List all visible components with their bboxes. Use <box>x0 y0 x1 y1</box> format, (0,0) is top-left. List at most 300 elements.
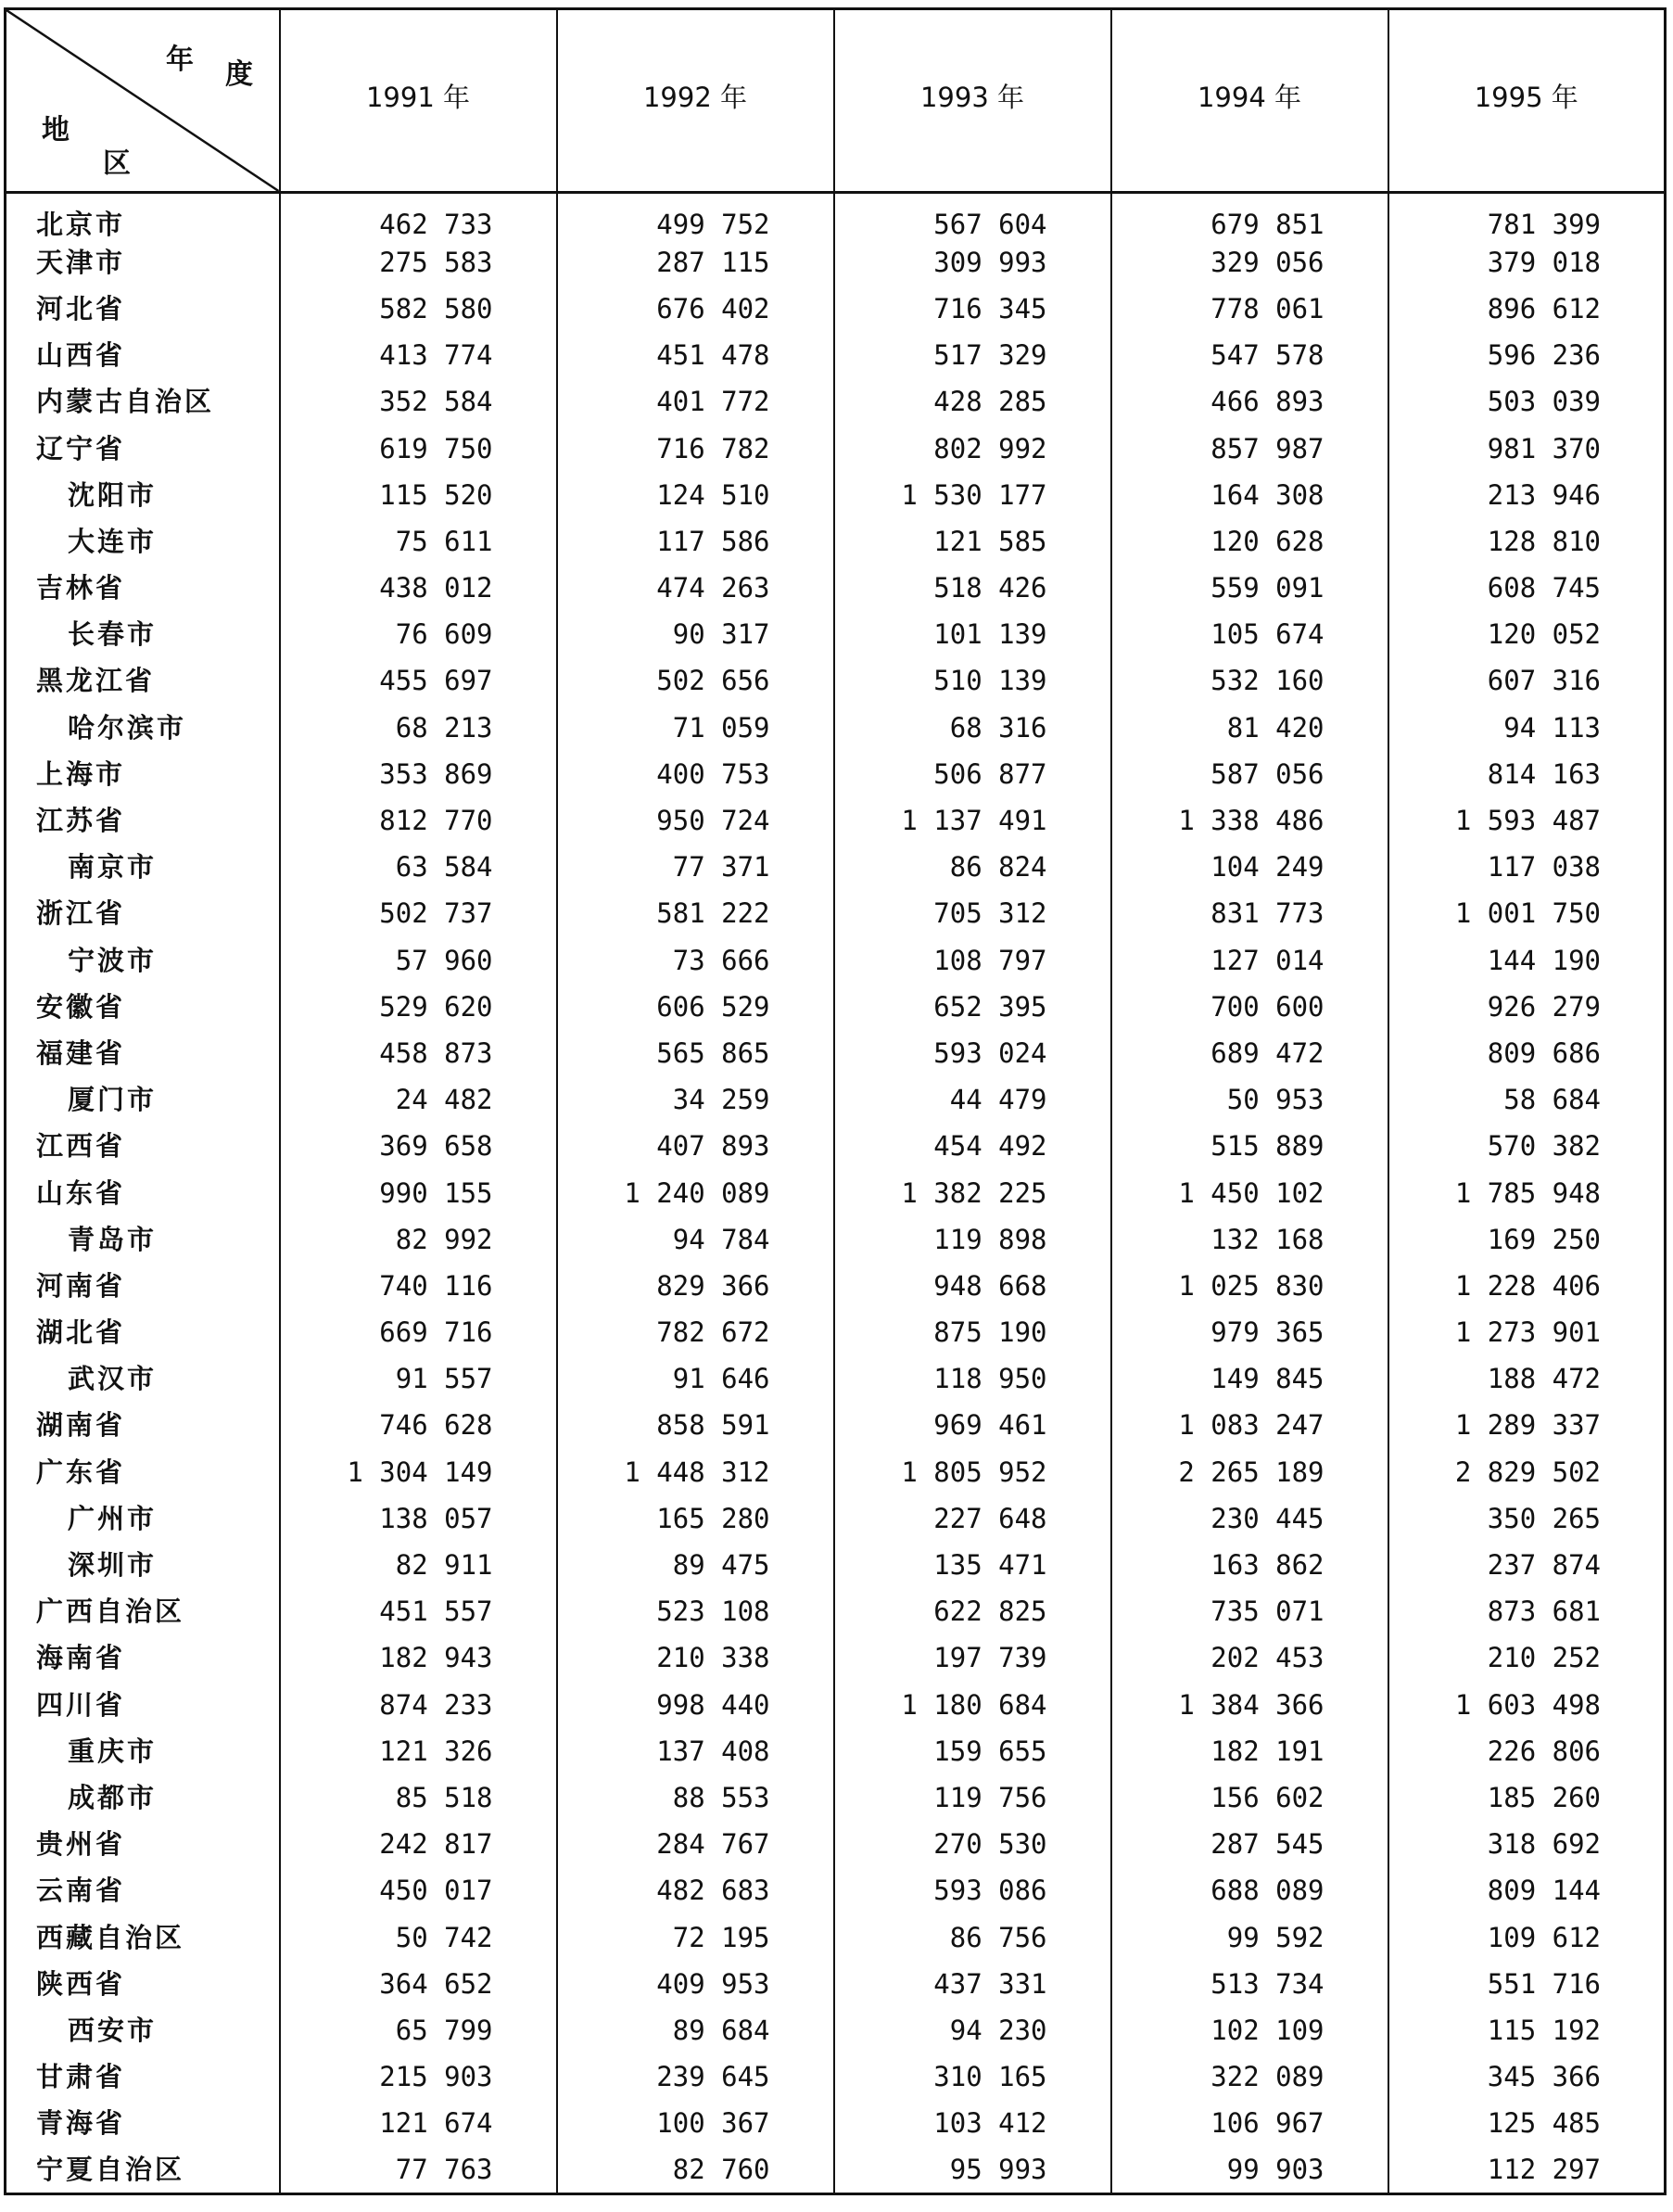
value-cell: 72 195 <box>557 1913 834 1960</box>
region-name-cell: 云南省 <box>6 1867 280 1913</box>
table-row <box>6 1495 1666 1542</box>
table-row <box>6 1728 1666 1774</box>
value-cell: 159 655 <box>834 1728 1111 1774</box>
value-cell: 128 810 <box>1487 525 1601 557</box>
value-cell: 115 520 <box>280 472 557 518</box>
value-cell: 582 580 <box>280 286 557 332</box>
value-cell: 227 648 <box>834 1495 1111 1542</box>
region-name-cell: 贵州省 <box>6 1821 280 1867</box>
value-cell: 352 584 <box>280 378 557 425</box>
table-row <box>6 2007 1666 2053</box>
value-cell: 144 190 <box>1487 944 1601 976</box>
value-cell: 570 382 <box>1487 1130 1601 1163</box>
value-cell: 117 586 <box>557 518 834 565</box>
table-row <box>6 286 1666 332</box>
value-cell: 466 893 <box>1111 378 1388 425</box>
value-cell: 1 180 684 <box>834 1682 1111 1728</box>
value-cell: 1 382 225 <box>834 1169 1111 1215</box>
year-header-1991: 1991 年 <box>280 9 557 193</box>
value-cell: 517 329 <box>834 332 1111 378</box>
value-cell: 809 144 <box>1487 1875 1601 1907</box>
value-cell: 104 249 <box>1111 844 1388 890</box>
table-row <box>6 1123 1666 1169</box>
table-row <box>6 611 1666 657</box>
value-cell: 400 753 <box>557 751 834 797</box>
region-name-cell: 深圳市 <box>6 1542 280 1588</box>
value-cell: 499 752 <box>557 193 834 239</box>
region-name-cell: 南京市 <box>6 844 280 890</box>
value-cell: 99 903 <box>1111 2146 1388 2194</box>
table-row <box>6 1821 1666 1867</box>
value-cell: 510 139 <box>834 657 1111 704</box>
region-name-cell: 陕西省 <box>6 1961 280 2007</box>
value-cell: 1 785 948 <box>1454 1176 1601 1209</box>
value-cell: 95 993 <box>834 2146 1111 2194</box>
value-cell: 428 285 <box>834 378 1111 425</box>
value-cell: 676 402 <box>557 286 834 332</box>
value-cell: 322 089 <box>1111 2053 1388 2100</box>
region-name-cell: 江西省 <box>6 1123 280 1169</box>
value-cell: 1 448 312 <box>557 1449 834 1495</box>
value-cell: 1 304 149 <box>280 1449 557 1495</box>
value-cell: 149 845 <box>1111 1355 1388 1402</box>
value-cell: 119 756 <box>834 1774 1111 1821</box>
value-cell: 76 609 <box>280 611 557 657</box>
value-cell: 210 338 <box>557 1634 834 1681</box>
value-cell: 689 472 <box>1111 1030 1388 1076</box>
value-cell: 138 057 <box>280 1495 557 1542</box>
value-cell: 950 724 <box>557 797 834 844</box>
value-cell: 135 471 <box>834 1542 1111 1588</box>
value-cell: 82 992 <box>280 1216 557 1263</box>
value-cell: 182 943 <box>280 1634 557 1681</box>
value-cell: 518 426 <box>834 565 1111 611</box>
table-row <box>6 425 1666 471</box>
value-cell: 1 240 089 <box>557 1169 834 1215</box>
value-cell: 89 684 <box>557 2007 834 2053</box>
table-row <box>6 1542 1666 1588</box>
value-cell: 1 137 491 <box>834 797 1111 844</box>
value-cell: 809 686 <box>1487 1036 1601 1069</box>
value-cell: 275 583 <box>280 239 557 286</box>
value-cell: 716 345 <box>834 286 1111 332</box>
value-cell: 513 734 <box>1111 1961 1388 2007</box>
region-name-cell: 浙江省 <box>6 890 280 936</box>
value-cell: 120 628 <box>1111 518 1388 565</box>
value-cell: 284 767 <box>557 1821 834 1867</box>
value-cell: 119 898 <box>834 1216 1111 1263</box>
value-cell: 34 259 <box>557 1076 834 1123</box>
value-cell: 688 089 <box>1111 1867 1388 1913</box>
value-cell: 705 312 <box>834 890 1111 936</box>
value-cell: 118 950 <box>834 1355 1111 1402</box>
region-name-cell: 山西省 <box>6 332 280 378</box>
value-cell: 108 797 <box>834 937 1111 984</box>
value-cell: 547 578 <box>1111 332 1388 378</box>
value-cell: 202 453 <box>1111 1634 1388 1681</box>
value-cell: 1 338 486 <box>1111 797 1388 844</box>
value-cell: 239 645 <box>557 2053 834 2100</box>
value-cell: 565 865 <box>557 1030 834 1076</box>
value-cell: 210 252 <box>1487 1642 1601 1674</box>
table-row <box>6 890 1666 936</box>
region-name-cell: 福建省 <box>6 1030 280 1076</box>
table-row <box>6 1355 1666 1402</box>
value-cell: 125 485 <box>1487 2107 1601 2140</box>
value-cell: 778 061 <box>1111 286 1388 332</box>
value-cell: 350 265 <box>1487 1502 1601 1534</box>
value-cell: 593 086 <box>834 1867 1111 1913</box>
value-cell: 781 399 <box>1487 209 1601 241</box>
value-cell: 401 772 <box>557 378 834 425</box>
value-cell: 90 317 <box>557 611 834 657</box>
value-cell: 606 529 <box>557 984 834 1030</box>
value-cell: 2 829 502 <box>1454 1456 1601 1488</box>
value-cell: 68 213 <box>280 705 557 751</box>
value-cell: 197 739 <box>834 1634 1111 1681</box>
corner-region-label-2: 区 <box>103 147 131 180</box>
value-cell: 998 440 <box>557 1682 834 1728</box>
value-cell: 310 165 <box>834 2053 1111 2100</box>
value-cell: 44 479 <box>834 1076 1111 1123</box>
value-cell: 1 603 498 <box>1454 1688 1601 1721</box>
value-cell: 559 091 <box>1111 565 1388 611</box>
value-cell: 94 113 <box>1503 711 1601 744</box>
value-cell: 451 557 <box>280 1588 557 1634</box>
value-cell: 115 192 <box>1487 2014 1601 2046</box>
value-cell: 1 450 102 <box>1111 1169 1388 1215</box>
value-cell: 237 874 <box>1487 1549 1601 1582</box>
value-cell: 812 770 <box>280 797 557 844</box>
region-name-cell: 北京市 <box>6 193 280 239</box>
value-cell: 802 992 <box>834 425 1111 471</box>
corner-year-label-1: 年 <box>166 44 194 76</box>
value-cell: 94 230 <box>834 2007 1111 2053</box>
value-cell: 121 585 <box>834 518 1111 565</box>
value-cell: 1 083 247 <box>1111 1402 1388 1448</box>
region-name-cell: 青岛市 <box>6 1216 280 1263</box>
table-row <box>6 1449 1666 1495</box>
region-name-cell: 上海市 <box>6 751 280 797</box>
region-name-cell: 甘肃省 <box>6 2053 280 2100</box>
value-cell: 1 384 366 <box>1111 1682 1388 1728</box>
value-cell: 77 371 <box>557 844 834 890</box>
value-cell: 137 408 <box>557 1728 834 1774</box>
value-cell: 71 059 <box>557 705 834 751</box>
value-cell: 1 289 337 <box>1454 1409 1601 1442</box>
value-cell: 450 017 <box>280 1867 557 1913</box>
region-name-cell: 海南省 <box>6 1634 280 1681</box>
value-cell: 82 760 <box>557 2146 834 2194</box>
corner-year-label-2: 度 <box>225 58 253 91</box>
value-cell: 287 115 <box>557 239 834 286</box>
region-name-cell: 西藏自治区 <box>6 1913 280 1960</box>
value-cell: 156 602 <box>1111 1774 1388 1821</box>
value-cell: 596 236 <box>1487 339 1601 372</box>
value-cell: 979 365 <box>1111 1309 1388 1355</box>
value-cell: 515 889 <box>1111 1123 1388 1169</box>
region-name-cell: 安徽省 <box>6 984 280 1030</box>
value-cell: 73 666 <box>557 937 834 984</box>
value-cell: 529 620 <box>280 984 557 1030</box>
statistics-table <box>4 7 1667 2195</box>
value-cell: 24 482 <box>280 1076 557 1123</box>
table-header <box>6 9 1666 193</box>
value-cell: 364 652 <box>280 1961 557 2007</box>
value-cell: 65 799 <box>280 2007 557 2053</box>
value-cell: 68 316 <box>834 705 1111 751</box>
header-row <box>6 9 1666 193</box>
value-cell: 50 742 <box>280 1913 557 1960</box>
region-name-cell: 大连市 <box>6 518 280 565</box>
value-cell: 345 366 <box>1487 2061 1601 2093</box>
value-cell: 608 745 <box>1487 572 1601 604</box>
value-cell: 831 773 <box>1111 890 1388 936</box>
value-cell: 94 784 <box>557 1216 834 1263</box>
value-cell: 455 697 <box>280 657 557 704</box>
value-cell: 523 108 <box>557 1588 834 1634</box>
table-row <box>6 1263 1666 1309</box>
value-cell: 619 750 <box>280 425 557 471</box>
table-row <box>6 1588 1666 1634</box>
table-row <box>6 2053 1666 2100</box>
value-cell: 474 263 <box>557 565 834 611</box>
value-cell: 551 716 <box>1487 1967 1601 2000</box>
corner-header-cell <box>6 9 280 193</box>
table-row <box>6 1216 1666 1263</box>
value-cell: 163 862 <box>1111 1542 1388 1588</box>
value-cell: 829 366 <box>557 1263 834 1309</box>
value-cell: 86 824 <box>834 844 1111 890</box>
value-cell: 874 233 <box>280 1682 557 1728</box>
value-cell: 164 308 <box>1111 472 1388 518</box>
value-cell: 91 557 <box>280 1355 557 1402</box>
value-cell: 121 326 <box>280 1728 557 1774</box>
value-cell: 287 545 <box>1111 1821 1388 1867</box>
value-cell: 482 683 <box>557 1867 834 1913</box>
region-name-cell: 成都市 <box>6 1774 280 1821</box>
value-cell: 103 412 <box>834 2100 1111 2146</box>
table-row <box>6 1913 1666 1960</box>
value-cell: 215 903 <box>280 2053 557 2100</box>
region-name-cell: 哈尔滨市 <box>6 705 280 751</box>
value-cell: 188 472 <box>1487 1363 1601 1395</box>
value-cell: 587 056 <box>1111 751 1388 797</box>
region-name-cell: 重庆市 <box>6 1728 280 1774</box>
value-cell: 226 806 <box>1487 1735 1601 1767</box>
value-cell: 353 869 <box>280 751 557 797</box>
value-cell: 309 993 <box>834 239 1111 286</box>
value-cell: 169 250 <box>1487 1223 1601 1255</box>
value-cell: 1 228 406 <box>1454 1269 1601 1302</box>
region-name-cell: 辽宁省 <box>6 425 280 471</box>
value-cell: 99 592 <box>1111 1913 1388 1960</box>
value-cell: 451 478 <box>557 332 834 378</box>
value-cell: 329 056 <box>1111 239 1388 286</box>
value-cell: 409 953 <box>557 1961 834 2007</box>
table-row <box>6 472 1666 518</box>
value-cell: 270 530 <box>834 1821 1111 1867</box>
table-row <box>6 2100 1666 2146</box>
region-name-cell: 黑龙江省 <box>6 657 280 704</box>
value-cell: 242 817 <box>280 1821 557 1867</box>
value-cell: 81 420 <box>1111 705 1388 751</box>
value-cell: 121 674 <box>280 2100 557 2146</box>
value-cell: 106 967 <box>1111 2100 1388 2146</box>
value-cell: 873 681 <box>1487 1595 1601 1628</box>
value-cell: 622 825 <box>834 1588 1111 1634</box>
table-row <box>6 193 1666 239</box>
region-name-cell: 内蒙古自治区 <box>6 378 280 425</box>
value-cell: 182 191 <box>1111 1728 1388 1774</box>
value-cell: 318 692 <box>1487 1828 1601 1861</box>
value-cell: 875 190 <box>834 1309 1111 1355</box>
region-name-cell: 武汉市 <box>6 1355 280 1402</box>
table-row <box>6 1634 1666 1681</box>
value-cell: 438 012 <box>280 565 557 611</box>
value-cell: 413 774 <box>280 332 557 378</box>
region-name-cell: 宁夏自治区 <box>6 2146 280 2194</box>
table-row <box>6 844 1666 890</box>
year-header-1992: 1992 年 <box>557 9 834 193</box>
value-cell: 102 109 <box>1111 2007 1388 2053</box>
value-cell: 746 628 <box>280 1402 557 1448</box>
table-row <box>6 1169 1666 1215</box>
table-row <box>6 2146 1666 2194</box>
value-cell: 112 297 <box>1487 2154 1601 2186</box>
table-row <box>6 984 1666 1030</box>
value-cell: 858 591 <box>557 1402 834 1448</box>
value-cell: 63 584 <box>280 844 557 890</box>
value-cell: 50 953 <box>1111 1076 1388 1123</box>
table-row <box>6 1030 1666 1076</box>
value-cell: 969 461 <box>834 1402 1111 1448</box>
value-cell: 1 001 750 <box>1454 897 1601 930</box>
value-cell: 567 604 <box>834 193 1111 239</box>
value-cell: 1 273 901 <box>1454 1316 1601 1349</box>
value-cell: 369 658 <box>280 1123 557 1169</box>
table-row <box>6 332 1666 378</box>
value-cell: 85 518 <box>280 1774 557 1821</box>
value-cell: 990 155 <box>280 1169 557 1215</box>
value-cell: 2 265 189 <box>1111 1449 1388 1495</box>
table-row <box>6 657 1666 704</box>
value-cell: 1 593 487 <box>1454 805 1601 837</box>
region-name-cell: 湖北省 <box>6 1309 280 1355</box>
value-cell: 652 395 <box>834 984 1111 1030</box>
value-cell: 506 877 <box>834 751 1111 797</box>
region-name-cell: 长春市 <box>6 611 280 657</box>
table-row <box>6 937 1666 984</box>
value-cell: 213 946 <box>1487 478 1601 511</box>
table-row <box>6 1309 1666 1355</box>
value-cell: 857 987 <box>1111 425 1388 471</box>
value-cell: 502 656 <box>557 657 834 704</box>
value-cell: 462 733 <box>280 193 557 239</box>
region-name-cell: 广东省 <box>6 1449 280 1495</box>
corner-region-label-1: 地 <box>42 114 70 146</box>
value-cell: 230 445 <box>1111 1495 1388 1542</box>
year-header-1995: 1995 年 <box>1388 9 1666 193</box>
value-cell: 165 280 <box>557 1495 834 1542</box>
table-row <box>6 1402 1666 1448</box>
value-cell: 700 600 <box>1111 984 1388 1030</box>
value-cell: 117 038 <box>1487 851 1601 884</box>
value-cell: 91 646 <box>557 1355 834 1402</box>
value-cell: 532 160 <box>1111 657 1388 704</box>
value-cell: 120 052 <box>1487 618 1601 651</box>
region-name-cell: 山东省 <box>6 1169 280 1215</box>
value-cell: 814 163 <box>1487 757 1601 790</box>
table-row <box>6 239 1666 286</box>
region-name-cell: 湖南省 <box>6 1402 280 1448</box>
value-cell: 82 911 <box>280 1542 557 1588</box>
region-name-cell: 厦门市 <box>6 1076 280 1123</box>
value-cell: 1 805 952 <box>834 1449 1111 1495</box>
value-cell: 109 612 <box>1487 1921 1601 1953</box>
table-row <box>6 705 1666 751</box>
table-row <box>6 751 1666 797</box>
year-header-1994: 1994 年 <box>1111 9 1388 193</box>
value-cell: 77 763 <box>280 2146 557 2194</box>
value-cell: 105 674 <box>1111 611 1388 657</box>
region-name-cell: 吉林省 <box>6 565 280 611</box>
value-cell: 437 331 <box>834 1961 1111 2007</box>
value-cell: 593 024 <box>834 1030 1111 1076</box>
region-name-cell: 沈阳市 <box>6 472 280 518</box>
value-cell: 948 668 <box>834 1263 1111 1309</box>
value-cell: 379 018 <box>1487 246 1601 278</box>
table-row <box>6 1774 1666 1821</box>
value-cell: 101 139 <box>834 611 1111 657</box>
region-name-cell: 青海省 <box>6 2100 280 2146</box>
value-cell: 716 782 <box>557 425 834 471</box>
table-body <box>6 193 1666 2194</box>
region-name-cell: 四川省 <box>6 1682 280 1728</box>
value-cell: 1 025 830 <box>1111 1263 1388 1309</box>
value-cell: 124 510 <box>557 472 834 518</box>
value-cell: 57 960 <box>280 937 557 984</box>
value-cell: 740 116 <box>280 1263 557 1309</box>
value-cell: 100 367 <box>557 2100 834 2146</box>
value-cell: 735 071 <box>1111 1588 1388 1634</box>
table-row <box>6 565 1666 611</box>
value-cell: 503 039 <box>1487 386 1601 418</box>
value-cell: 185 260 <box>1487 1781 1601 1813</box>
value-cell: 132 168 <box>1111 1216 1388 1263</box>
region-name-cell: 河北省 <box>6 286 280 332</box>
value-cell: 669 716 <box>280 1309 557 1355</box>
table-row <box>6 797 1666 844</box>
value-cell: 89 475 <box>557 1542 834 1588</box>
value-cell: 896 612 <box>1487 292 1601 324</box>
value-cell: 981 370 <box>1487 432 1601 464</box>
value-cell: 407 893 <box>557 1123 834 1169</box>
table-row <box>6 1867 1666 1913</box>
table-row <box>6 378 1666 425</box>
region-name-cell: 广州市 <box>6 1495 280 1542</box>
region-name-cell: 江苏省 <box>6 797 280 844</box>
region-name-cell: 天津市 <box>6 239 280 286</box>
value-cell: 679 851 <box>1111 193 1388 239</box>
value-cell: 458 873 <box>280 1030 557 1076</box>
value-cell: 926 279 <box>1487 990 1601 1023</box>
region-name-cell: 河南省 <box>6 1263 280 1309</box>
value-cell: 1 530 177 <box>834 472 1111 518</box>
table-row <box>6 518 1666 565</box>
region-name-cell: 西安市 <box>6 2007 280 2053</box>
value-cell: 58 684 <box>1503 1084 1601 1116</box>
